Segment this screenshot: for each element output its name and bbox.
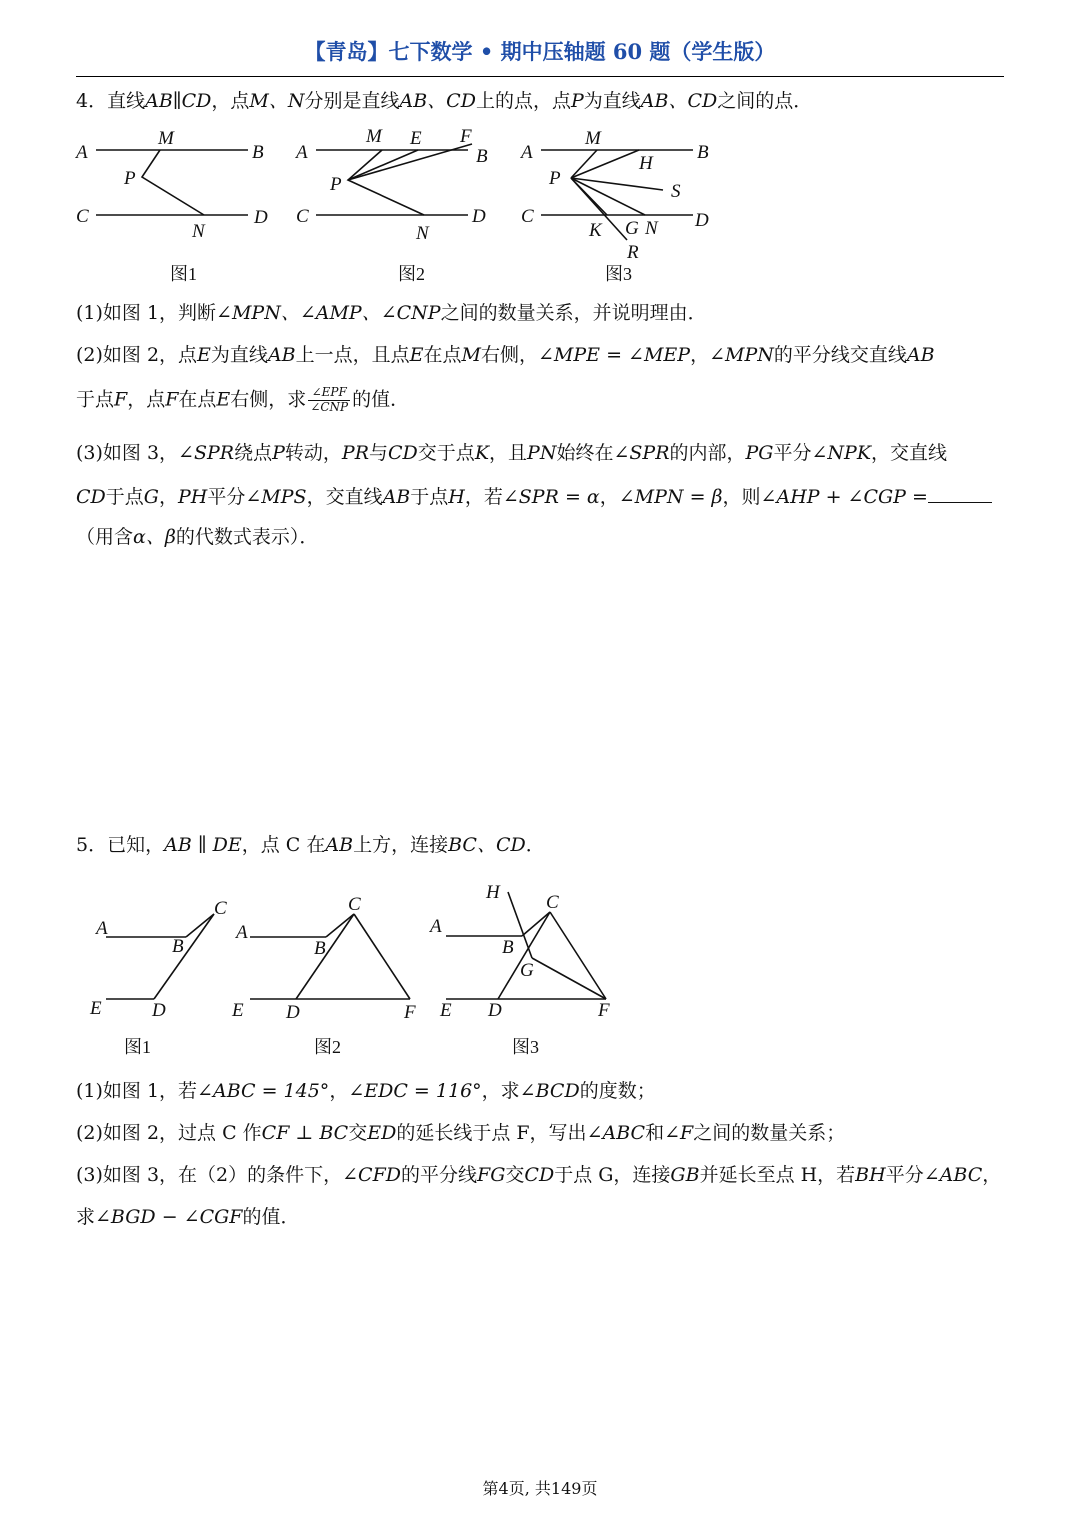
q5-fig3-label-H: H <box>486 882 500 903</box>
q5-fig2-label-C: C <box>348 894 361 915</box>
fig3-label-D: D <box>695 210 709 231</box>
fig1-label-M: M <box>158 128 174 149</box>
fig3-label-C: C <box>521 206 534 227</box>
q5-part2: (2)如图 2，过点 C 作CF ⊥ BC交ED的延长线于点 F，写出∠ABC和∠F之间的数量关系； <box>76 1122 846 1144</box>
q5-fig1-label-A: A <box>96 918 108 939</box>
fig1-label-N: N <box>192 221 205 242</box>
q5-fig1-caption: 图1 <box>124 1037 151 1057</box>
fig2-label-D: D <box>472 206 486 227</box>
q4-stem: 4．直线AB∥CD，点M、N分别是直线AB、CD上的点，点P为直线AB、CD之间的点． <box>76 90 813 112</box>
q5-fig3-caption: 图3 <box>512 1037 539 1057</box>
fig3-label-H: H <box>639 153 653 174</box>
fig2-label-N: N <box>416 223 429 244</box>
fraction-epf-cnp: $\frac{\text{∠EPF}}{\text{∠CNP}}$ <box>310 385 349 414</box>
q5-fig3-label-F: F <box>598 1000 610 1021</box>
q5-stem: 5．已知，AB ∥ DE，点 C 在AB上方，连接BC、CD． <box>76 834 545 856</box>
page-header: 【青岛】七下数学 • 期中压轴题 60 题（学生版） <box>304 39 776 64</box>
fig3-label-N: N <box>645 218 658 239</box>
fig2-label-M: M <box>366 126 382 147</box>
fig3-label-A: A <box>521 142 533 163</box>
q4-figure-2 <box>290 122 510 296</box>
page-footer: 第4页, 共149页 <box>482 1479 598 1498</box>
q5-fig1-label-C: C <box>214 898 227 919</box>
q5-fig1-label-E: E <box>90 998 102 1019</box>
fig1-caption: 图1 <box>170 264 197 284</box>
fig2-label-C: C <box>296 206 309 227</box>
fig3-label-S: S <box>671 181 681 202</box>
q4-part3-line1: (3)如图 3，∠SPR绕点P转动，PR与CD交于点K，且PN始终在∠SPR的内部，PG平分∠NPK，交直线 <box>76 442 948 464</box>
q5-part1: (1)如图 1，若∠ABC = 145°，∠EDC = 116°，求∠BCD的度数； <box>76 1080 656 1102</box>
q5-fig3-label-E: E <box>440 1000 452 1021</box>
answer-blank <box>928 484 992 503</box>
q5-fig3-label-C: C <box>546 892 559 913</box>
fig3-caption: 图3 <box>605 264 632 284</box>
fig2-label-A: A <box>296 142 308 163</box>
fig3-label-M: M <box>585 128 601 149</box>
header-rule <box>76 76 1004 77</box>
q5-part3-line2: 求∠BGD − ∠CGF的值． <box>76 1206 300 1228</box>
q5-fig3-label-G: G <box>520 960 534 981</box>
q5-part3-line1: (3)如图 3，在（2）的条件下，∠CFD的平分线FG交CD于点 G，连接GB并延长至点 H，若BH平分∠ABC， <box>76 1164 1002 1186</box>
q5-figure-3 <box>422 870 642 1074</box>
q5-fig2-label-F: F <box>404 1002 416 1023</box>
fig1-label-C: C <box>76 206 89 227</box>
q4-figure-1 <box>70 122 280 296</box>
fig1-label-D: D <box>254 207 268 228</box>
fig3-label-K: K <box>589 220 602 241</box>
q5-fig3-label-B: B <box>502 937 514 958</box>
q4-figure-3 <box>515 122 735 296</box>
q5-fig3-label-D: D <box>488 1000 502 1021</box>
q5-fig3-label-A: A <box>430 916 442 937</box>
fig1-label-P: P <box>124 168 136 189</box>
fig3-label-R: R <box>627 242 639 263</box>
q5-fig1-label-D: D <box>152 1000 166 1021</box>
fig2-label-B: B <box>476 146 488 167</box>
fig3-label-P: P <box>549 168 561 189</box>
q4-part1: (1)如图 1，判断∠MPN、∠AMP、∠CNP之间的数量关系，并说明理由． <box>76 302 707 324</box>
q5-fig2-label-B: B <box>314 938 326 959</box>
fig1-label-B: B <box>252 142 264 163</box>
fig3-label-G: G <box>625 218 639 239</box>
q5-fig2-label-E: E <box>232 1000 244 1021</box>
q4-part3-line2: CD于点G，PH平分∠MPS，交直线AB于点H，若∠SPR = α，∠MPN = β，则∠AHP + ∠CGP = <box>76 484 992 509</box>
fig2-label-P: P <box>330 174 342 195</box>
q5-fig2-label-D: D <box>286 1002 300 1023</box>
q4-part2-line1: (2)如图 2，点E为直线AB上一点，且点E在点M右侧，∠MPE = ∠MEP，∠MPN的平分线交直线AB <box>76 344 935 366</box>
fig2-label-F: F <box>460 126 472 147</box>
q4-part3-line3: （用含α、β的代数式表示）． <box>76 526 319 548</box>
q5-fig2-caption: 图2 <box>314 1037 341 1057</box>
q5-figure-2 <box>224 880 434 1074</box>
q4-part2-line2: 于点F，点F在点E右侧，求 $\frac{\text{∠EPF}}{\text{∠CNP}}$ 的值． <box>76 385 410 414</box>
fig2-caption: 图2 <box>398 264 425 284</box>
fig1-label-A: A <box>76 142 88 163</box>
fig3-label-B: B <box>697 142 709 163</box>
q5-fig2-label-A: A <box>236 922 248 943</box>
q5-fig1-label-B: B <box>172 936 184 957</box>
fig2-label-E: E <box>410 128 422 149</box>
